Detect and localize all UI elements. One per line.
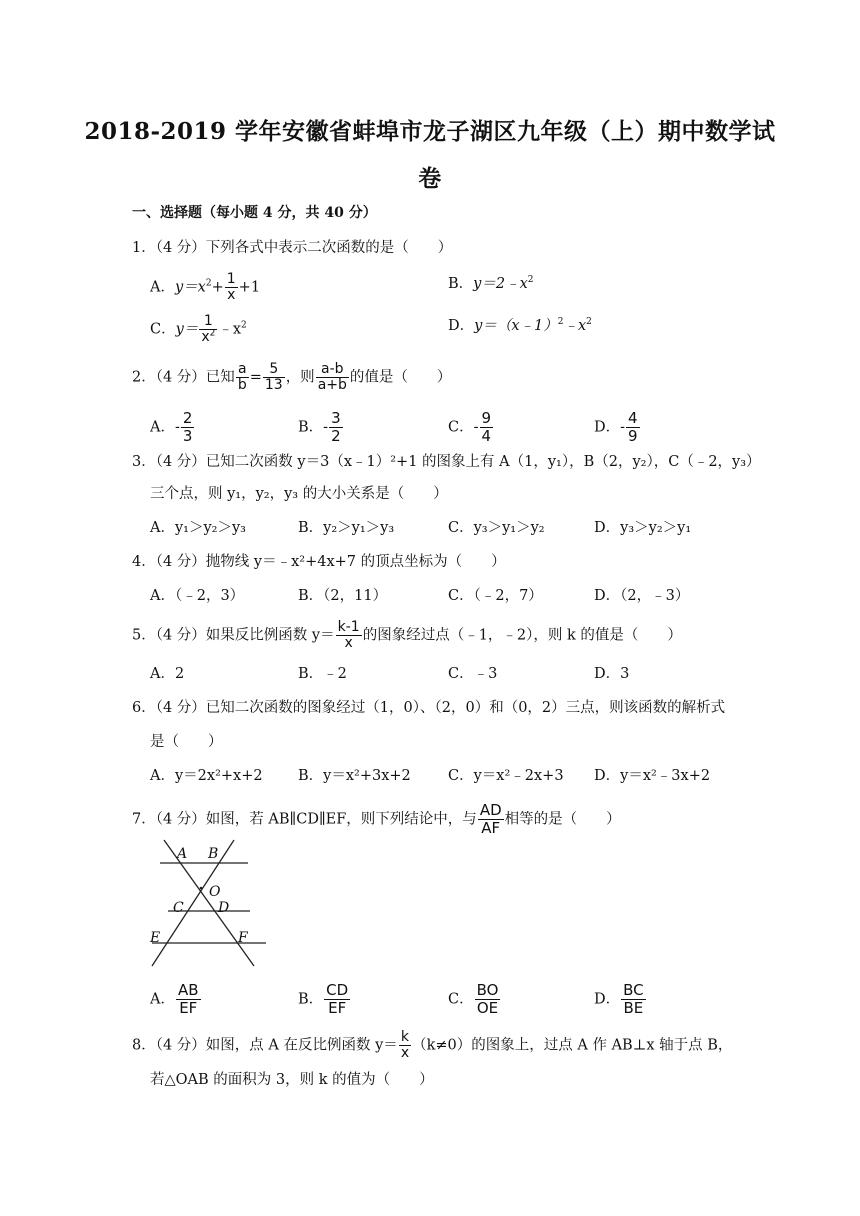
numerator: AB	[177, 981, 199, 999]
fraction	[199, 314, 217, 345]
fraction	[621, 982, 646, 1017]
stem-text: 7．（4 分）如图，若 AB∥CD∥EF，则下列结论中，与	[132, 811, 477, 828]
label-o: O	[209, 884, 221, 900]
fraction	[475, 982, 501, 1017]
label-c: C	[173, 900, 184, 916]
q2-option-d	[594, 410, 641, 445]
numerator: 3	[331, 409, 341, 427]
fraction	[480, 410, 494, 445]
option-text: y＝2﹣x	[473, 276, 528, 292]
fraction	[316, 362, 349, 393]
denominator	[199, 330, 217, 345]
parallel-lines-figure	[146, 838, 270, 970]
stem-text: 的值是（ ）	[349, 369, 452, 386]
q4-option-b: B．（2，11）	[298, 588, 388, 604]
option-text: y＝（x﹣1）	[474, 318, 558, 334]
numerator: 9	[481, 409, 492, 427]
denominator: OE	[476, 999, 499, 1017]
superscript: 2	[557, 317, 564, 328]
q6-option-a: A．y＝2x²+x+2	[150, 768, 263, 784]
numerator: k	[399, 1030, 411, 1046]
superscript: 2	[241, 320, 247, 331]
superscript: 2	[586, 317, 592, 328]
numerator: CD	[326, 981, 349, 999]
q5-option-a: A．2	[150, 666, 185, 682]
denominator: BE	[623, 999, 644, 1017]
fraction	[399, 1030, 411, 1061]
q5-option-d: D．3	[594, 666, 630, 682]
option-label: B．	[298, 419, 324, 436]
stem-text: 相等的是（ ）	[504, 811, 621, 828]
option-text: ﹣x	[218, 321, 242, 338]
stem-text: 5．（4 分）如果反比例函数 y＝	[132, 627, 335, 644]
label-a: A	[177, 846, 188, 862]
numerator: 4	[628, 409, 638, 427]
q3-option-d: D．y₃＞y₂＞y₁	[594, 520, 692, 536]
fraction	[176, 982, 201, 1017]
option-text: y＝	[175, 321, 199, 338]
point-o	[200, 887, 203, 890]
q6-option-d: D．y＝x²﹣3x+2	[594, 768, 711, 784]
label-f: F	[238, 930, 248, 946]
option-label: C．	[448, 991, 474, 1008]
page-title: 2018-2019 学年安徽省蚌埠市龙子湖区九年级（上）期中数学试	[84, 118, 776, 145]
numerator: AD	[479, 801, 502, 819]
numerator: BC	[623, 981, 644, 999]
denominator: EF	[328, 999, 347, 1017]
q7-stem	[132, 802, 621, 837]
fraction	[626, 410, 640, 445]
label-d: D	[218, 900, 230, 916]
operator: =	[249, 369, 262, 386]
page-title-continued: 卷	[418, 165, 442, 192]
numerator: 1	[226, 271, 236, 287]
numerator: BO	[476, 981, 499, 999]
option-text: y＝x	[174, 279, 206, 296]
minus-sign: -	[323, 419, 329, 436]
stem-text: 8．（4 分）如图，点 A 在反比例函数 y＝	[132, 1037, 398, 1054]
q8-stem-line1	[132, 1030, 732, 1061]
q2-option-b	[298, 410, 344, 445]
denominator: 4	[481, 427, 492, 445]
q6-option-b: B．y＝x²+3x+2	[298, 768, 411, 784]
q5-stem	[132, 620, 682, 651]
stem-text: （k≠0）的图象上，过点 A 作 AB⊥x 轴于点 B，	[412, 1037, 733, 1054]
q7-option-c	[448, 982, 501, 1017]
label-b: B	[208, 846, 219, 862]
option-text: ﹣x	[563, 318, 587, 334]
denominator: AF	[481, 819, 501, 837]
denominator: x	[227, 287, 236, 303]
numerator: a-b	[316, 362, 349, 378]
denominator: 2	[331, 427, 341, 445]
numerator: a	[236, 362, 249, 378]
operator: +	[211, 279, 224, 296]
minus-sign: -	[620, 419, 626, 436]
denominator: a+b	[317, 377, 347, 393]
stem-text: 2．（4 分）已知	[132, 369, 235, 386]
option-label: B．	[448, 276, 474, 292]
option-text: +1	[238, 279, 261, 296]
label-e: E	[150, 930, 161, 946]
option-label: C．	[150, 321, 176, 338]
q7-option-a	[150, 982, 202, 1017]
minus-sign: -	[473, 419, 479, 436]
q2-stem	[132, 362, 451, 393]
q2-option-a	[150, 410, 195, 445]
q5-option-c: C．﹣3	[448, 666, 498, 682]
option-label: D．	[448, 318, 475, 334]
q6-stem-line2: 是（ ）	[150, 734, 223, 750]
fraction	[181, 410, 195, 445]
superscript: 2	[209, 328, 216, 339]
fraction	[478, 802, 504, 837]
denominator: x	[344, 635, 353, 651]
q1-option-c	[150, 314, 247, 345]
fraction	[236, 362, 249, 393]
option-label: B．	[298, 991, 324, 1008]
stem-text: 的图象经过点（﹣1，﹣2），则 k 的值是（ ）	[362, 627, 682, 644]
denominator: 9	[628, 427, 638, 445]
fraction	[329, 410, 343, 445]
q2-option-c	[448, 410, 494, 445]
numerator: 1	[199, 314, 217, 330]
fraction	[324, 982, 350, 1017]
denominator: 3	[182, 427, 193, 445]
option-label: A．	[150, 279, 175, 296]
option-label: A．	[150, 991, 175, 1008]
denominator: EF	[179, 999, 198, 1017]
q7-option-b	[298, 982, 351, 1017]
numerator: 2	[182, 409, 193, 427]
q4-option-d: D．（2，﹣3）	[594, 588, 690, 604]
stem-text: ，则	[285, 369, 315, 386]
denominator: b	[237, 377, 247, 393]
option-label: C．	[448, 419, 474, 436]
option-label: D．	[594, 991, 621, 1008]
fraction	[336, 620, 362, 651]
q6-stem-line1: 6．（4 分）已知二次函数的图象经过（1，0）、（2，0）和（0，2）三点，则该函数的解析式	[132, 700, 726, 716]
q3-option-b: B．y₂＞y₁＞y₃	[298, 520, 395, 536]
q3-stem-line1: 3．（4 分）已知二次函数 y＝3（x﹣1）²+1 的图象上有 A（1，y₁），B（2，y₂），C（﹣2，y₃）	[132, 454, 761, 470]
q1-option-a	[150, 272, 260, 303]
q1-stem: 1．（4 分）下列各式中表示二次函数的是（ ）	[132, 240, 453, 256]
q5-option-b: B．﹣2	[298, 666, 347, 682]
q4-stem: 4．（4 分）抛物线 y＝﹣x²+4x+7 的顶点坐标为（ ）	[132, 554, 506, 570]
minus-sign: -	[174, 419, 180, 436]
numerator: 5	[263, 362, 285, 378]
option-label: A．	[150, 419, 175, 436]
q4-option-a: A．（﹣2，3）	[150, 588, 245, 604]
fraction	[225, 272, 238, 303]
superscript: 2	[527, 275, 534, 286]
section-heading: 一、选择题（每小题 4 分，共 40 分）	[132, 205, 377, 221]
q3-option-c: C．y₃＞y₁＞y₂	[448, 520, 545, 536]
denominator: x	[400, 1045, 410, 1061]
superscript: 2	[205, 278, 212, 289]
q3-stem-line2: 三个点，则 y₁，y₂，y₃ 的大小关系是（ ）	[150, 486, 448, 502]
q4-option-c: C．（﹣2，7）	[448, 588, 543, 604]
q7-option-d	[594, 982, 647, 1017]
fraction	[263, 362, 285, 393]
numerator: k-1	[337, 619, 360, 635]
denominator-base: x	[201, 329, 210, 345]
denominator: 13	[264, 377, 283, 393]
q8-stem-line2: 若△OAB 的面积为 3，则 k 的值为（ ）	[150, 1072, 434, 1088]
option-label: D．	[594, 419, 621, 436]
q1-option-b	[448, 274, 534, 294]
q6-option-c: C．y＝x²﹣2x+3	[448, 768, 564, 784]
q3-option-a: A．y₁＞y₂＞y₃	[150, 520, 246, 536]
q1-option-d	[448, 316, 592, 336]
